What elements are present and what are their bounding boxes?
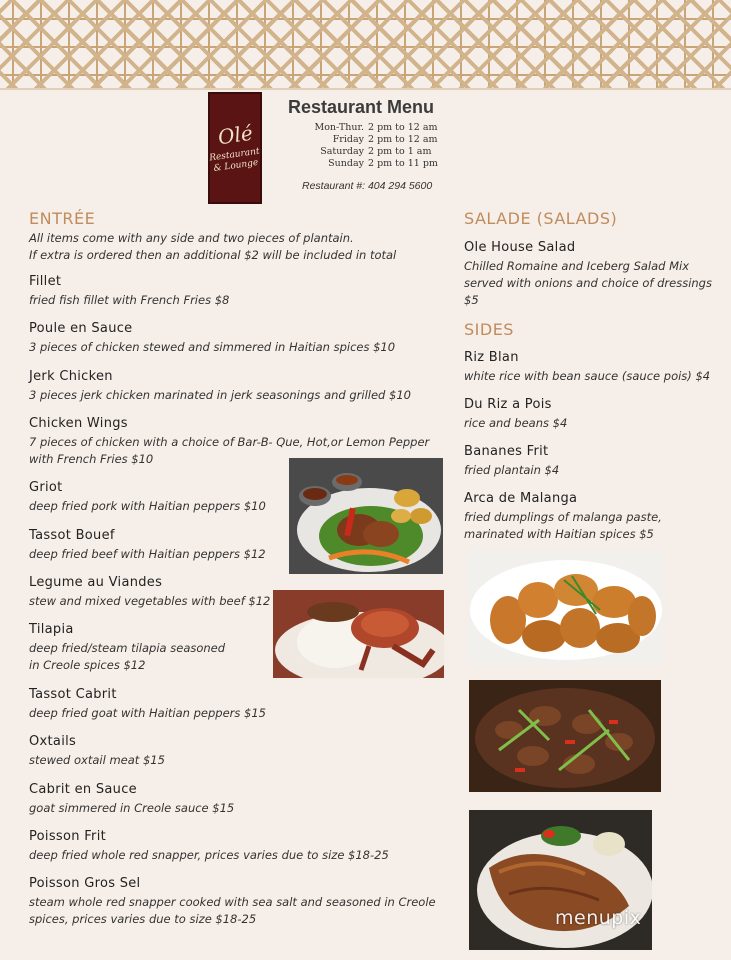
hours-time: 2 pm to 1 am [368,146,432,157]
salads-heading: SALADE (SALADS) [464,209,618,228]
item-description-line: spices, prices varies due to size $18-25 [29,912,257,926]
item-name: Du Riz a Pois [464,397,552,412]
food-photo-griot-plate [289,458,443,574]
item-description: white rice with bean sauce (sauce pois) $4 [464,369,711,383]
item-name: Oxtails [29,734,77,749]
item-description: deep fried pork with Haitian peppers $10 [29,499,266,513]
food-photo-tassot-stirfry [469,680,661,792]
entree-note: All items come with any side and two pieces of plantain. [29,231,354,245]
menu-item-griot [29,480,266,515]
menu-item-du-riz-a-pois [464,397,567,432]
entree-heading: ENTRÉE [29,209,96,228]
item-name: Tilapia [29,622,74,637]
item-name: Poisson Frit [29,829,106,844]
item-name: Arca de Malanga [464,491,578,506]
item-name: Tassot Cabrit [29,687,117,702]
item-description-line: with French Fries $10 [29,452,154,466]
food-photo-crab-rice [273,590,444,678]
item-description: deep fried goat with Haitian peppers $15 [29,706,266,720]
hours-day: Sunday [328,158,364,169]
sides-heading: SIDES [464,320,514,339]
item-name: Poule en Sauce [29,321,133,336]
item-description-line: steam whole red snapper cooked with sea salt and seasoned in Creole [29,895,436,909]
item-name: Tassot Bouef [29,528,115,543]
item-description [29,894,436,928]
menu-item-jerk-chicken [29,369,411,404]
item-name: Ole House Salad [464,240,576,255]
opening-hours [306,122,438,170]
phone-number: Restaurant #: 404 294 5600 [302,180,433,192]
menu-item-poisson-frit [29,829,389,864]
item-description [464,258,712,309]
item-description: deep fried beef with Haitian peppers $12 [29,547,266,561]
item-description-line: in Creole spices $12 [29,658,146,672]
item-description: goat simmered in Creole sauce $15 [29,801,235,815]
menupix-watermark: menupix [555,907,642,929]
item-description: 3 pieces jerk chicken marinated in jerk seasonings and grilled $10 [29,388,411,402]
item-description-line: fried dumplings of malanga paste, [464,510,662,524]
item-name: Chicken Wings [29,416,128,431]
menu-item-oxtails [29,734,165,769]
item-description: stew and mixed vegetables with beef $12 [29,594,271,608]
menu-item-tassot-cabrit [29,687,266,722]
item-description: fried plantain $4 [464,463,560,477]
item-description-line: 7 pieces of chicken with a choice of Bar-B- Que, Hot,or Lemon Pepper [29,435,430,449]
poisson-frit-illustration [469,810,652,950]
item-description: deep fried whole red snapper, prices varies due to size $18-25 [29,848,389,862]
item-name: Griot [29,480,63,495]
item-name: Cabrit en Sauce [29,782,137,797]
menu-item-poule-en-sauce [29,321,395,356]
food-photo-malanga-fritters [468,550,663,664]
banner-divider [0,88,731,90]
entree-note: If extra is ordered then an additional $2 will be included in total [29,248,397,262]
item-description-line: Chilled Romaine and Iceberg Salad Mix [464,259,690,273]
item-description [464,509,662,543]
item-name: Bananes Frit [464,444,549,459]
hours-time: 2 pm to 12 am [368,122,438,133]
hours-time: 2 pm to 11 pm [368,158,438,169]
item-description-line: marinated with Haitian spices $5 [464,527,654,541]
hours-day: Mon-Thur. [314,122,364,133]
griot-plate-illustration [289,458,443,574]
hours-row [306,134,438,146]
item-description-line: deep fried/steam tilapia seasoned [29,641,226,655]
hours-row [306,146,438,158]
restaurant-logo [208,92,262,204]
item-description: fried fish fillet with French Fries $8 [29,293,230,307]
item-name: Poisson Gros Sel [29,876,141,891]
item-description: 3 pieces of chicken stewed and simmered in Haitian spices $10 [29,340,396,354]
menu-item-arca-de-malanga [464,491,662,543]
item-description-line: served with onions and choice of dressings [464,276,712,290]
hours-row [306,158,438,170]
item-name: Jerk Chicken [29,369,113,384]
menu-item-cabrit-en-sauce [29,782,234,817]
item-description-line: $5 [464,293,479,307]
logo-subtitle: Restaurant & Lounge [208,146,260,175]
menu-item-tilapia [29,622,225,674]
item-description [29,640,225,674]
food-photo-poisson-frit [469,810,652,950]
hours-time: 2 pm to 12 am [368,134,438,145]
menu-item-poisson-gros-sel [29,876,436,928]
page-title: Restaurant Menu [288,97,435,117]
menu-item-riz-blan [464,350,710,385]
tassot-stirfry-illustration [469,680,661,792]
logo-name: Olé [216,120,254,150]
item-description: rice and beans $4 [464,416,568,430]
hours-day: Saturday [320,146,364,157]
crab-rice-illustration [273,590,444,678]
menu-item-bananes-frit [464,444,559,479]
malanga-fritters-illustration [468,550,663,664]
item-description: stewed oxtail meat $15 [29,753,165,767]
lattice-banner [0,0,731,88]
menu-item-legume-au-viandes [29,575,270,610]
menu-item-ole-house-salad [464,240,712,309]
hours-day: Friday [332,134,364,145]
hours-row [306,122,438,134]
item-name: Riz Blan [464,350,519,365]
menu-item-tassot-bouef [29,528,266,563]
item-name: Fillet [29,274,62,289]
menu-item-fillet [29,274,229,309]
item-name: Legume au Viandes [29,575,163,590]
